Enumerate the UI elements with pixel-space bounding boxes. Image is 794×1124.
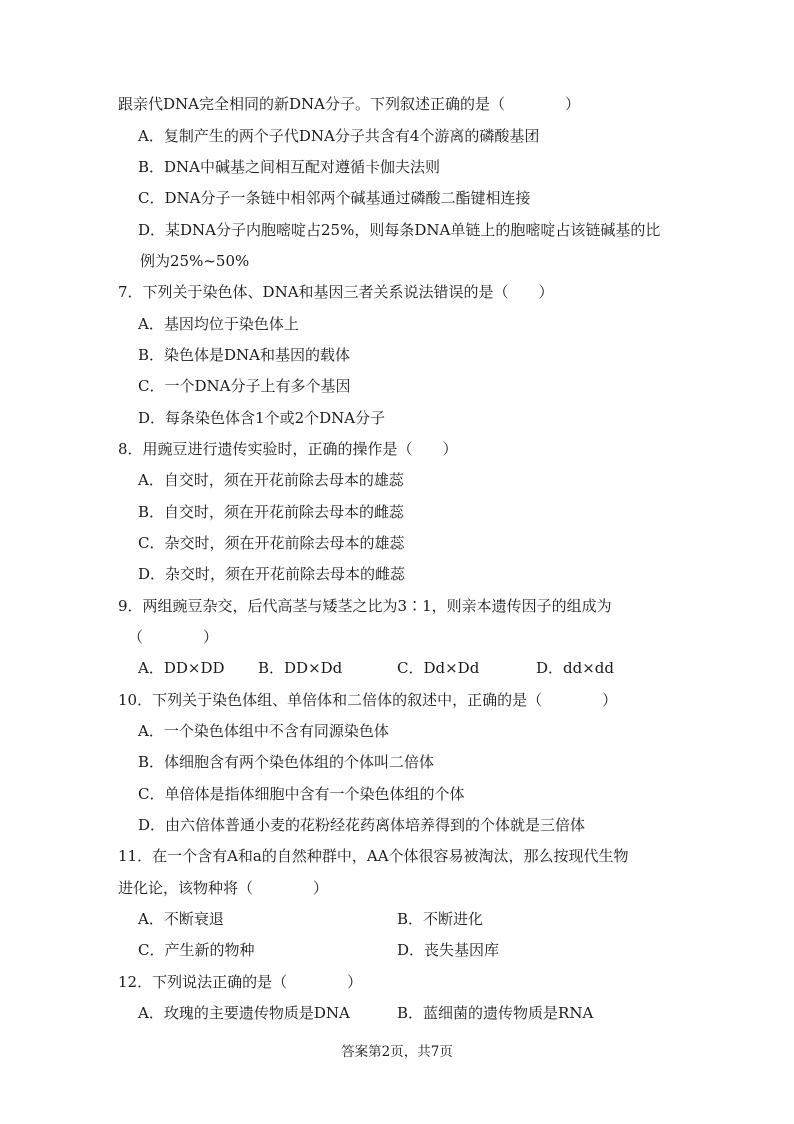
q6-option-d-continuation: 例为25%~50%	[140, 252, 250, 270]
q6-option-c: C．DNA分子一条链中相邻两个碱基通过磷酸二酯键相连接	[138, 189, 531, 207]
q11-option-c: C．产生新的物种	[138, 941, 255, 959]
q11-option-a: A．不断衰退	[138, 910, 224, 928]
q8-option-c: C．杂交时，须在开花前除去母本的雄蕊	[138, 534, 405, 552]
q10-option-a: A．一个染色体组中不含有同源染色体	[138, 722, 389, 740]
q8-option-a: A．自交时，须在开花前除去母本的雄蕊	[138, 471, 404, 489]
q8-stem: 8．用豌豆进行遗传实验时，正确的操作是（ ）	[118, 440, 458, 458]
q7-option-a: A．基因均位于染色体上	[138, 315, 299, 333]
q11-option-d: D．丧失基因库	[397, 941, 500, 959]
q6-option-d: D．某DNA分子内胞嘧啶占25%，则每条DNA单链上的胞嘧啶占该链碱基的比	[138, 221, 661, 239]
q6-stem-continuation: 跟亲代DNA完全相同的新DNA分子。下列叙述正确的是（ ）	[118, 95, 580, 113]
page-footer: 答案第2页，共7页	[341, 1044, 453, 1060]
q10-option-c: C．单倍体是指体细胞中含有一个染色体组的个体	[138, 785, 465, 803]
q9-option-c: C．Dd×Dd	[397, 659, 480, 677]
q9-option-b: B．DD×Dd	[258, 659, 343, 677]
q9-stem-continuation: （ ）	[128, 628, 219, 646]
q9-option-d: D．dd×dd	[536, 659, 615, 677]
q10-option-d: D．由六倍体普通小麦的花粉经花药离体培养得到的个体就是三倍体	[138, 816, 586, 834]
q10-stem: 10．下列关于染色体组、单倍体和二倍体的叙述中，正确的是（ ）	[118, 691, 618, 709]
q11-stem: 11．在一个含有A和a的自然种群中，AA个体很容易被淘汰，那么按现代生物	[118, 847, 629, 865]
q9-stem: 9．两组豌豆杂交，后代高茎与矮茎之比为3∶1，则亲本遗传因子的组成为	[118, 597, 612, 615]
q6-option-b: B．DNA中碱基之间相互配对遵循卡伽夫法则	[138, 158, 441, 176]
q10-option-b: B．体细胞含有两个染色体组的个体叫二倍体	[138, 753, 435, 771]
q12-stem: 12．下列说法正确的是（ ）	[118, 973, 363, 991]
q7-option-b: B．染色体是DNA和基因的载体	[138, 346, 351, 364]
q12-option-b: B．蓝细菌的遗传物质是RNA	[397, 1004, 594, 1022]
q11-stem-continuation: 进化论，该物种将（ ）	[118, 879, 329, 897]
q6-option-a: A．复制产生的两个子代DNA分子共含有4个游离的磷酸基团	[138, 127, 540, 145]
q7-stem: 7．下列关于染色体、DNA和基因三者关系说法错误的是（ ）	[118, 283, 554, 301]
q8-option-d: D．杂交时，须在开花前除去母本的雌蕊	[138, 565, 406, 583]
q8-option-b: B．自交时，须在开花前除去母本的雌蕊	[138, 503, 405, 521]
q9-option-a: A．DD×DD	[138, 659, 225, 677]
q11-option-b: B．不断进化	[397, 910, 484, 928]
q7-option-d: D．每条染色体含1个或2个DNA分子	[138, 409, 386, 427]
q12-option-a: A．玫瑰的主要遗传物质是DNA	[138, 1004, 350, 1022]
q7-option-c: C．一个DNA分子上有多个基因	[138, 377, 351, 395]
